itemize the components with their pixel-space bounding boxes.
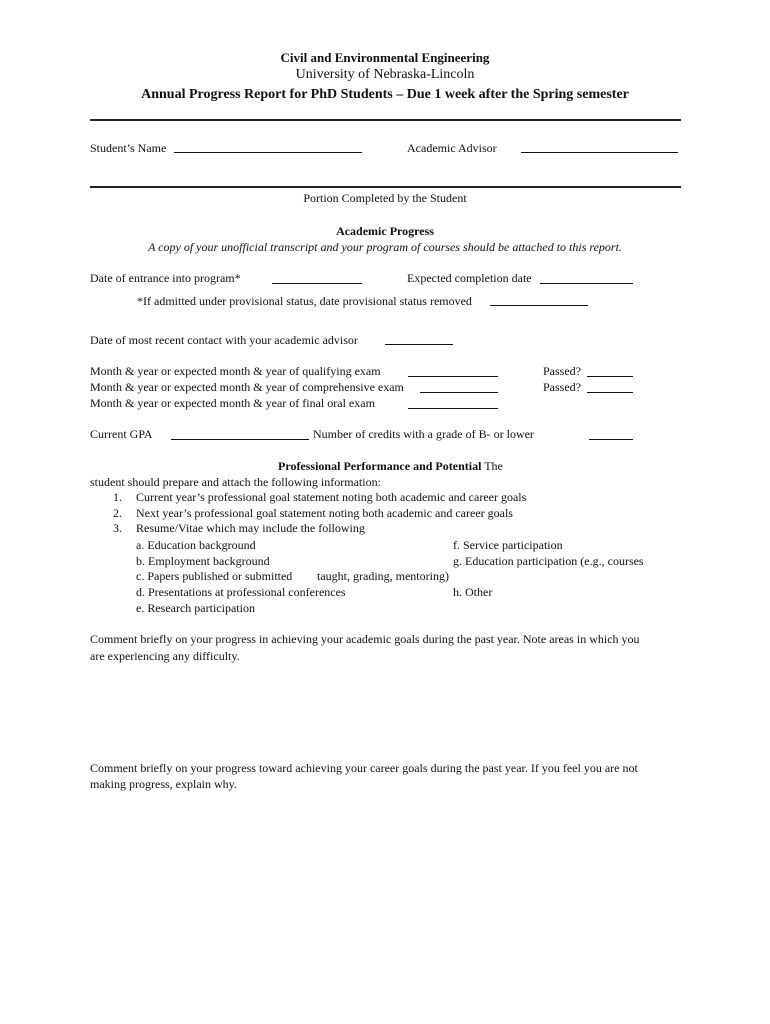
contact-label: Date of most recent contact with your academic advisor [90,333,358,347]
final-oral-label: Month & year or expected month & year of final oral exam [90,396,375,410]
comprehensive-passed-label: Passed? [543,380,581,394]
comprehensive-label: Month & year or expected month & year of comprehensive exam [90,380,404,394]
provisional-field[interactable] [490,305,588,306]
list-item: Resume/Vitae which may include the following [136,521,365,535]
qualifying-passed-label: Passed? [543,364,581,378]
final-oral-field[interactable] [408,408,498,409]
list-item-number: 3. [113,521,122,535]
university-title: University of Nebraska-Lincoln [295,67,475,82]
academic-note: A copy of your unofficial transcript and your program of courses should be attached to this report. [148,240,622,254]
career-comment-prompt-cont: making progress, explain why. [90,777,237,791]
sub-item-other: h. Other [453,585,493,599]
academic-comment-prompt: Comment briefly on your progress in achieving your academic goals during the past year. Note areas in which you [90,632,640,646]
sub-item-education-participation-cont: taught, grading, mentoring) [317,569,449,583]
professional-intro-tail: The [484,459,503,473]
qualifying-field[interactable] [408,376,498,377]
qualifying-passed-field[interactable] [587,376,633,377]
credits-field[interactable] [589,439,633,440]
qualifying-label: Month & year or expected month & year of qualifying exam [90,364,381,378]
entrance-label: Date of entrance into program* [90,271,241,285]
career-comment-prompt: Comment briefly on your progress toward achieving your career goals during the past year. If you feel you are not [90,761,638,775]
career-comment-area[interactable] [90,796,681,946]
academic-comment-area[interactable] [90,668,681,750]
list-item-number: 2. [113,506,122,520]
entrance-field[interactable] [272,283,362,284]
sub-item-education: a. Education background [136,538,256,552]
sub-item-research: e. Research participation [136,601,255,615]
academic-heading: Academic Progress [336,224,434,238]
professional-heading: Professional Performance and Potential [278,459,482,473]
report-title: Annual Progress Report for PhD Students – Due 1 week after the Spring semester [141,87,629,102]
sub-item-service: f. Service participation [453,538,563,552]
section-rule [90,186,681,188]
list-item: Current year’s professional goal statement noting both academic and career goals [136,490,527,504]
gpa-field[interactable] [171,439,309,440]
professional-heading-line [278,460,503,472]
sub-item-papers: c. Papers published or submitted [136,569,293,583]
sub-item-education-participation: g. Education participation (e.g., courses [453,554,644,568]
portion-label: Portion Completed by the Student [303,191,467,205]
advisor-label: Academic Advisor [407,141,497,155]
list-item: Next year’s professional goal statement noting both academic and career goals [136,506,513,520]
header-rule [90,119,681,121]
sub-item-presentations: d. Presentations at professional conferences [136,585,346,599]
student-name-label: Student’s Name [90,141,167,155]
comprehensive-passed-field[interactable] [587,392,633,393]
gpa-label: Current GPA [90,427,153,441]
provisional-label: *If admitted under provisional status, date provisional status removed [137,294,472,308]
list-item-number: 1. [113,490,122,504]
completion-label: Expected completion date [407,271,532,285]
professional-intro: student should prepare and attach the following information: [90,475,381,489]
contact-field[interactable] [385,344,453,345]
student-name-field[interactable] [174,152,362,153]
comprehensive-field[interactable] [420,392,498,393]
credits-label: Number of credits with a grade of B- or lower [313,427,534,441]
department-title: Civil and Environmental Engineering [280,50,490,65]
completion-field[interactable] [540,283,633,284]
advisor-field[interactable] [521,152,678,153]
academic-comment-prompt-cont: are experiencing any difficulty. [90,649,240,663]
sub-item-employment: b. Employment background [136,554,270,568]
